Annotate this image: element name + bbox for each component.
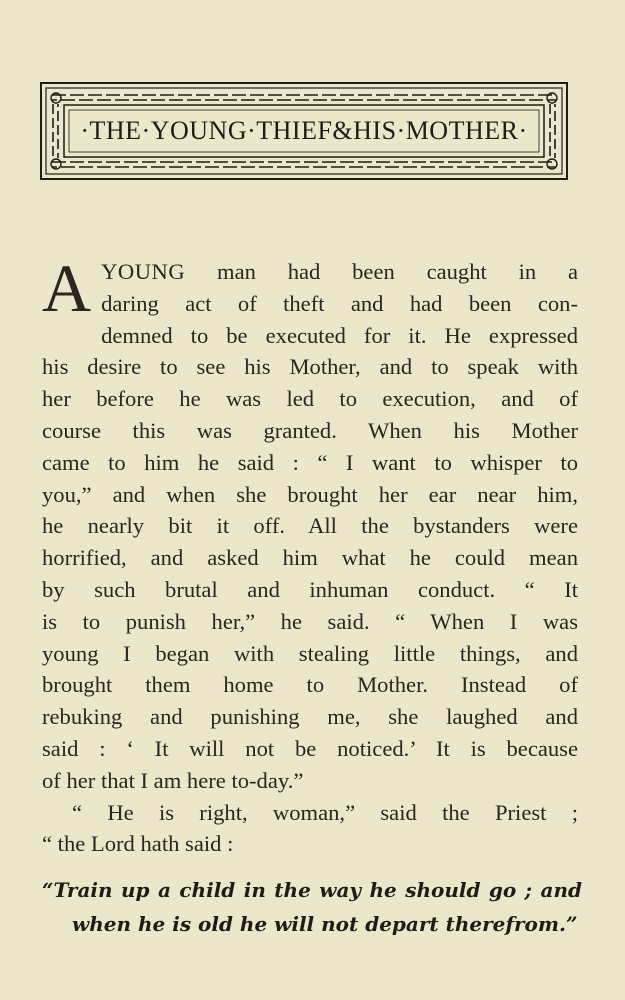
quote-line: when he is old he will not depart therefrom.” bbox=[72, 912, 578, 936]
text-line: said : ‘ It will not be noticed.’ It is because bbox=[42, 735, 578, 761]
line-text: man had been caught in a bbox=[185, 259, 578, 284]
text-line: daring act of theft and had been con- bbox=[101, 290, 578, 316]
title-banner bbox=[40, 82, 568, 180]
text-line: of her that I am here to-day.” bbox=[42, 767, 304, 793]
lead-word: YOUNG bbox=[101, 259, 186, 284]
text-line: his desire to see his Mother, and to speak with bbox=[42, 354, 578, 380]
drop-cap: A bbox=[42, 250, 92, 326]
page-title: ·THE·YOUNG·THIEF&HIS·MOTHER· bbox=[80, 116, 528, 145]
text-line: you,” and when she brought her ear near him, bbox=[42, 481, 578, 507]
blackletter-quote bbox=[42, 873, 582, 941]
text-line: course this was granted. When his Mother bbox=[42, 417, 578, 443]
quote-line: “Train up a child in the way he should go ; and bbox=[42, 878, 582, 902]
text-line: “ the Lord hath said : bbox=[42, 831, 234, 857]
text-line: is to punish her,” he said. “ When I was bbox=[42, 608, 578, 634]
text-line: horrified, and asked him what he could mean bbox=[42, 545, 578, 571]
text-line: her before he was led to execution, and of bbox=[42, 386, 578, 412]
text-line: young I began with stealing little things, and bbox=[42, 640, 578, 666]
text-line: brought them home to Mother. Instead of bbox=[42, 672, 578, 698]
paragraph-2 bbox=[42, 797, 578, 861]
paragraph-1 bbox=[42, 250, 578, 797]
text-line bbox=[42, 256, 578, 288]
story-body bbox=[42, 250, 578, 860]
text-line: rebuking and punishing me, she laughed and bbox=[42, 704, 578, 730]
text-line: “ He is right, woman,” said the Priest ; bbox=[72, 799, 578, 825]
text-line: by such brutal and inhuman conduct. “ It bbox=[42, 576, 578, 602]
text-line: demned to be executed for it. He expressed bbox=[101, 322, 578, 348]
text-line: came to him he said : “ I want to whisper to bbox=[42, 449, 578, 475]
text-line: he nearly bit it off. All the bystanders were bbox=[42, 513, 578, 539]
